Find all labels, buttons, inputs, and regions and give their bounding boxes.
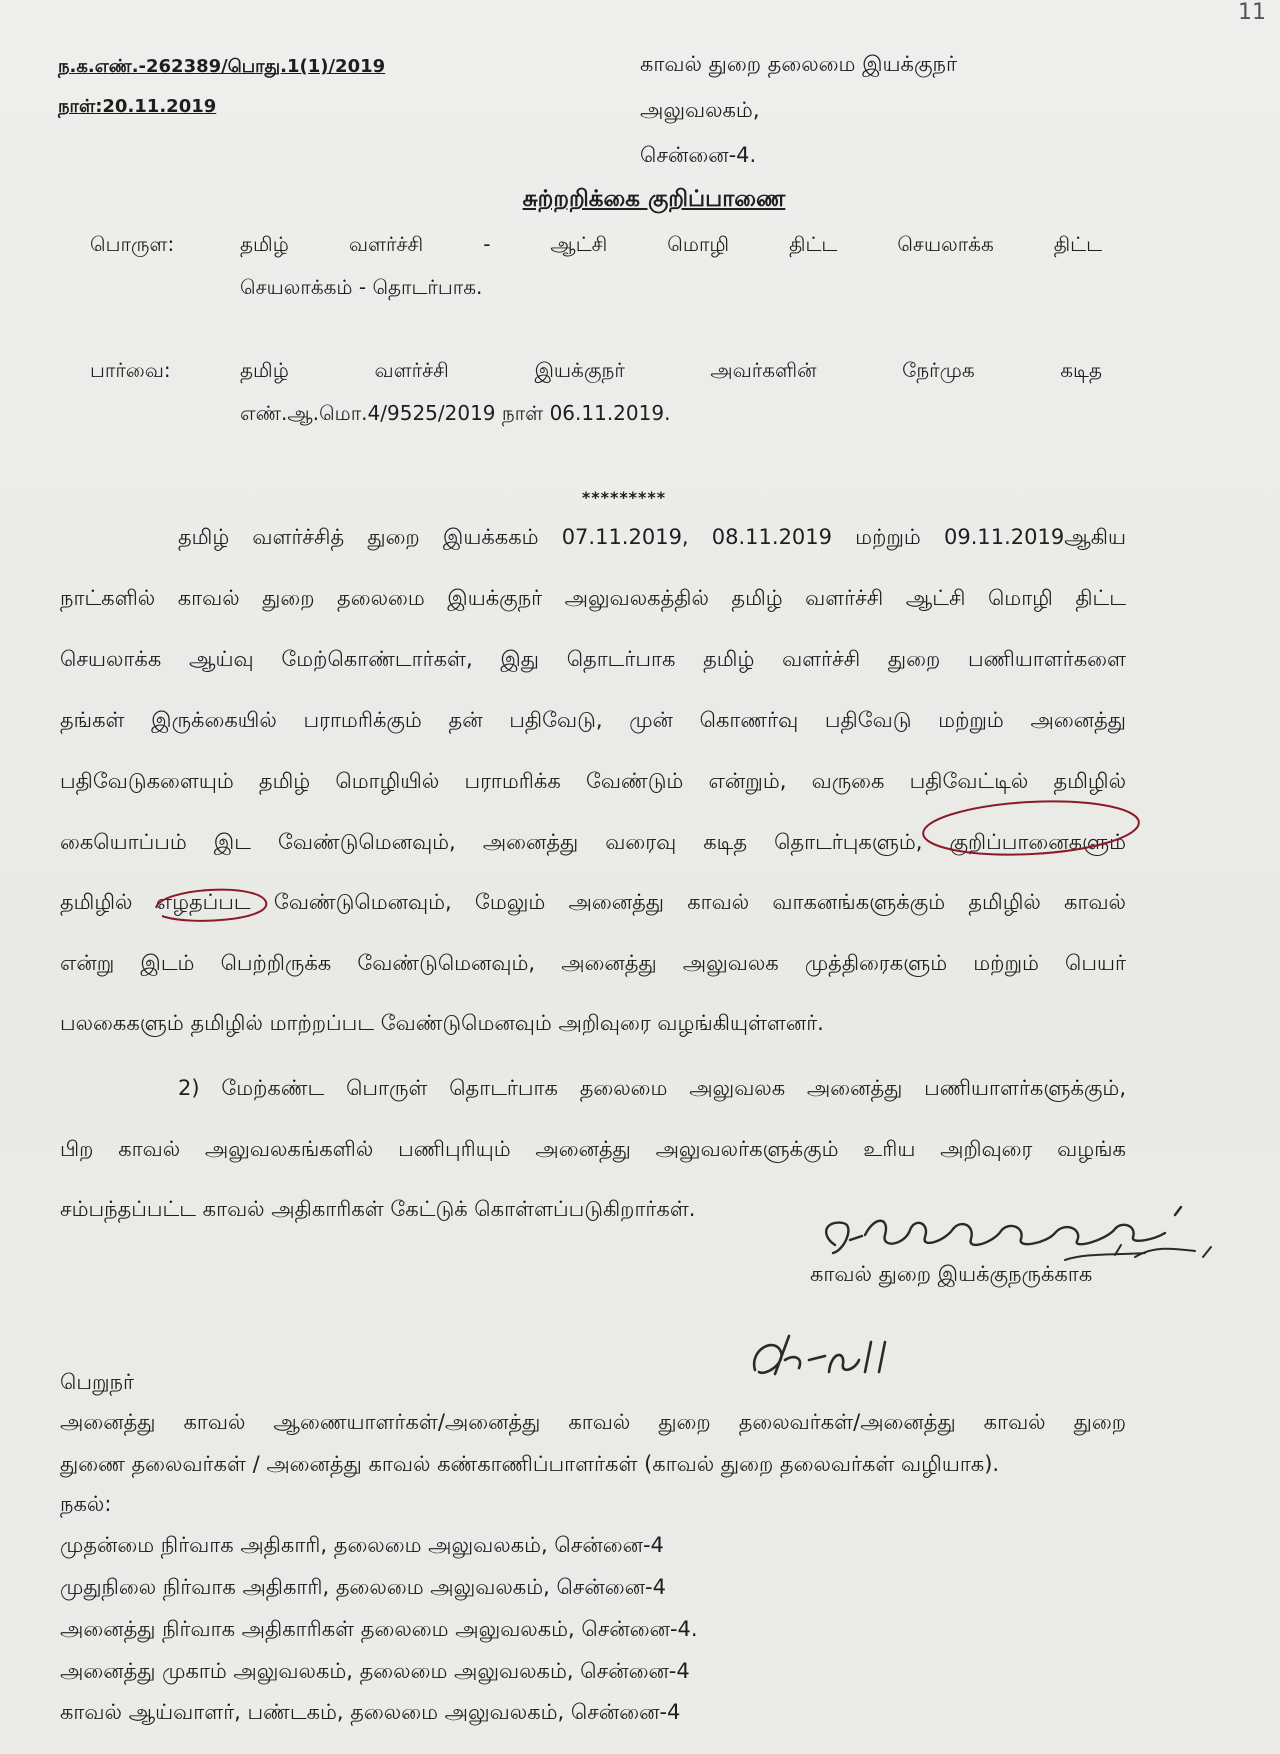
body-line: பலகைகளும் தமிழில் மாற்றப்பட வேண்டுமெனவும் அறிவுரை வழங்கியுள்ளனர். [60,1011,824,1035]
copy-to-label: நகல்: [60,1492,112,1516]
body-line: தமிழ் வளர்ச்சித் துறை இயக்ககம் 07.11.2019, 08.11.2019 மற்றும் 09.11.2019ஆகிய [178,525,1126,549]
ink-circle-annotation [918,795,1148,859]
copy-to-item: அனைத்து நிர்வாக அதிகாரிகள் தலைமை அலுவலகம், சென்னை-4. [60,1617,698,1641]
reference-line: எண்.ஆ.மொ.4/9525/2019 நாள் 06.11.2019. [240,401,671,425]
initials-scribble [745,1330,895,1390]
copy-to-item: முதன்மை நிர்வாக அதிகாரி, தலைமை அலுவலகம், சென்னை-4 [60,1533,664,1557]
subject-line: தமிழ் வளர்ச்சி - ஆட்சி மொழி திட்ட செயலாக்க திட்ட [240,232,1102,256]
ink-circle-annotation [150,880,275,930]
reference-date: நாள்:20.11.2019 [58,96,217,117]
body-line: நாட்களில் காவல் துறை தலைமை இயக்குநர் அலுவலகத்தில் தமிழ் வளர்ச்சி ஆட்சி மொழி திட்ட [60,586,1126,610]
separator: ********* [581,488,667,507]
reference-number: ந.க.எண்.-262389/பொது.1(1)/2019 [58,56,386,77]
signatory-line: காவல் துறை இயக்குநருக்காக [810,1262,1093,1286]
reference-label: பார்வை: [90,358,171,382]
document-title-wrap [0,186,1280,215]
recipients-line: அனைத்து காவல் ஆணையாளர்கள்/அனைத்து காவல் துறை தலைவர்கள்/அனைத்து காவல் துறை [60,1410,1126,1434]
subject-line: செயலாக்கம் - தொடர்பாக. [240,275,483,299]
subject-label: பொருள: [90,232,175,256]
body-line: தமிழில் எழதப்பட வேண்டுமெனவும், மேலும் அனைத்து காவல் வாகனங்களுக்கும் தமிழில் காவல் [60,890,1126,914]
copy-to-item: அனைத்து முகாம் அலுவலகம், தலைமை அலுவலகம், சென்னை-4 [60,1659,690,1683]
sender-address-line: அலுவலகம், [640,98,760,122]
body-line: தங்கள் இருக்கையில் பராமரிக்கும் தன் பதிவேடு, முன் கொணர்வு பதிவேடு மற்றும் அனைத்து [60,708,1126,732]
body-line: 2) மேற்கண்ட பொருள் தொடர்பாக தலைமை அலுவலக அனைத்து பணியாளர்களுக்கும், [178,1076,1127,1100]
body-line: பதிவேடுகளையும் தமிழ் மொழியில் பராமரிக்க வேண்டும் என்றும், வருகை பதிவேட்டில் தமிழில் [60,769,1126,793]
sender-address-line: காவல் துறை தலைமை இயக்குநர் [640,52,957,76]
body-line: கையொப்பம் இட வேண்டுமெனவும், அனைத்து வரைவு கடித தொடர்புகளும், குறிப்பானைகளும் [60,830,1126,854]
copy-to-item: காவல் ஆய்வாளர், பண்டகம், தலைமை அலுவலகம், சென்னை-4 [60,1700,681,1724]
body-line: பிற காவல் அலுவலகங்களில் பணிபுரியும் அனைத்து அலுவலர்களுக்கும் உரிய அறிவுரை வழங்க [60,1137,1126,1161]
document-title: சுற்றறிக்கை குறிப்பாணை [522,186,786,212]
body-line: சம்பந்தப்பட்ட காவல் அதிகாரிகள் கேட்டுக் கொள்ளப்படுகிறார்கள். [60,1197,696,1221]
body-line: செயலாக்க ஆய்வு மேற்கொண்டார்கள், இது தொடர்பாக தமிழ் வளர்ச்சி துறை பணியாளர்களை [60,647,1126,671]
reference-line: தமிழ் வளர்ச்சி இயக்குநர் அவர்களின் நேர்முக கடித [240,358,1102,382]
recipients-line: துணை தலைவர்கள் / அனைத்து காவல் கண்காணிப்பாளர்கள் (காவல் துறை தலைவர்கள் வழியாக). [60,1452,1000,1476]
sender-address-line: சென்னை-4. [640,143,757,167]
body-line: என்று இடம் பெற்றிருக்க வேண்டுமெனவும், அனைத்து அலுவலக முத்திரைகளும் மற்றும் பெயர் [60,951,1126,975]
copy-to-item: முதுநிலை நிர்வாக அதிகாரி, தலைமை அலுவலகம், சென்னை-4 [60,1575,666,1599]
page-number-mark: 11 [1238,0,1266,25]
recipients-label: பெறுநர் [60,1370,134,1394]
